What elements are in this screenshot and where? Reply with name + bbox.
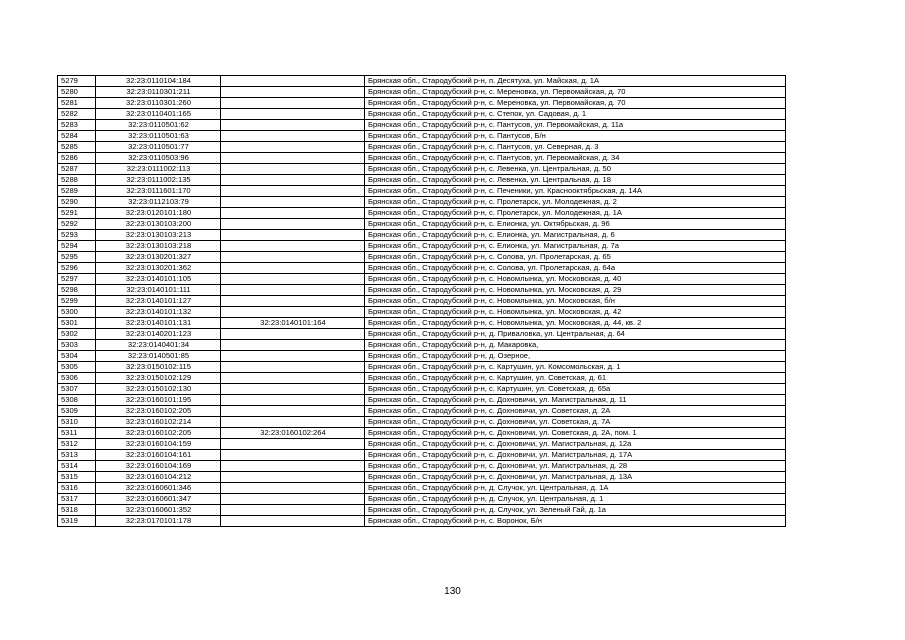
table-row	[58, 142, 786, 153]
related-cadastral-number-cell	[221, 296, 365, 307]
row-number-cell: 5299	[58, 296, 96, 307]
cadastral-number-cell: 32:23:0111601:170	[96, 186, 221, 197]
table-row	[58, 483, 786, 494]
address-cell: Брянская обл., Стародубский р-н, с. Новомлынка, ул. Московская, д. 40	[365, 274, 786, 285]
table-row	[58, 219, 786, 230]
table-row	[58, 516, 786, 527]
address-cell: Брянская обл., Стародубский р-н, с. Дохновичи, ул. Советская, д. 7А	[365, 417, 786, 428]
address-cell: Брянская обл., Стародубский р-н, с. Дохновичи, ул. Магистральная, д. 11	[365, 395, 786, 406]
table-row	[58, 318, 786, 329]
cadastral-number-cell: 32:23:0110104:184	[96, 76, 221, 87]
table-row	[58, 230, 786, 241]
row-number-cell: 5287	[58, 164, 96, 175]
related-cadastral-number-cell	[221, 285, 365, 296]
table-row	[58, 153, 786, 164]
cadastral-number-cell: 32:23:0160104:159	[96, 439, 221, 450]
address-cell: Брянская обл., Стародубский р-н, с. Дохновичи, ул. Советская, д. 2А, пом. 1	[365, 428, 786, 439]
table-row	[58, 263, 786, 274]
address-cell: Брянская обл., Стародубский р-н, с. Пантусов, ул. Северная, д. 3	[365, 142, 786, 153]
table-row	[58, 120, 786, 131]
row-number-cell: 5312	[58, 439, 96, 450]
address-cell: Брянская обл., Стародубский р-н, с. Степок, ул. Садовая, д. 1	[365, 109, 786, 120]
row-number-cell: 5304	[58, 351, 96, 362]
table-row	[58, 241, 786, 252]
related-cadastral-number-cell	[221, 263, 365, 274]
cadastral-number-cell: 32:23:0160102:205	[96, 406, 221, 417]
cadastral-number-cell: 32:23:0150102:115	[96, 362, 221, 373]
cadastral-number-cell: 32:23:0130103:213	[96, 230, 221, 241]
table-row	[58, 428, 786, 439]
row-number-cell: 5296	[58, 263, 96, 274]
address-cell: Брянская обл., Стародубский р-н, с. Пролетарск, ул. Молодежная, д. 2	[365, 197, 786, 208]
table-row	[58, 175, 786, 186]
related-cadastral-number-cell	[221, 439, 365, 450]
related-cadastral-number-cell: 32:23:0160102:264	[221, 428, 365, 439]
related-cadastral-number-cell	[221, 329, 365, 340]
row-number-cell: 5318	[58, 505, 96, 516]
table-row	[58, 197, 786, 208]
row-number-cell: 5290	[58, 197, 96, 208]
row-number-cell: 5294	[58, 241, 96, 252]
address-cell: Брянская обл., Стародубский р-н, с. Солова, ул. Пролетарская, д. 65	[365, 252, 786, 263]
table-row	[58, 296, 786, 307]
address-cell: Брянская обл., Стародубский р-н, с. Мереновка, ул. Первомайская, д. 70	[365, 87, 786, 98]
cadastral-number-cell: 32:23:0111002:135	[96, 175, 221, 186]
cadastral-number-cell: 32:23:0130103:218	[96, 241, 221, 252]
table-row	[58, 208, 786, 219]
row-number-cell: 5292	[58, 219, 96, 230]
table-row	[58, 450, 786, 461]
row-number-cell: 5302	[58, 329, 96, 340]
row-number-cell: 5309	[58, 406, 96, 417]
cadastral-number-cell: 32:23:0170101:178	[96, 516, 221, 527]
related-cadastral-number-cell	[221, 120, 365, 131]
table-body	[58, 76, 786, 527]
address-cell: Брянская обл., Стародубский р-н, с. Левенка, ул. Центральная, д. 18	[365, 175, 786, 186]
cadastral-number-cell: 32:23:0160601:346	[96, 483, 221, 494]
cadastral-number-cell: 32:23:0160601:352	[96, 505, 221, 516]
related-cadastral-number-cell	[221, 186, 365, 197]
related-cadastral-number-cell	[221, 516, 365, 527]
table-row	[58, 384, 786, 395]
row-number-cell: 5279	[58, 76, 96, 87]
related-cadastral-number-cell	[221, 109, 365, 120]
related-cadastral-number-cell	[221, 461, 365, 472]
table-row	[58, 76, 786, 87]
row-number-cell: 5293	[58, 230, 96, 241]
cadastral-number-cell: 32:23:0140101:105	[96, 274, 221, 285]
cadastral-number-cell: 32:23:0160101:195	[96, 395, 221, 406]
row-number-cell: 5319	[58, 516, 96, 527]
related-cadastral-number-cell	[221, 142, 365, 153]
address-cell: Брянская обл., Стародубский р-н, с. Дохновичи, ул. Магистральная, д. 13А	[365, 472, 786, 483]
cadastral-number-cell: 32:23:0130201:362	[96, 263, 221, 274]
cadastral-number-cell: 32:23:0140101:127	[96, 296, 221, 307]
cadastral-number-cell: 32:23:0160601:347	[96, 494, 221, 505]
related-cadastral-number-cell	[221, 98, 365, 109]
related-cadastral-number-cell	[221, 483, 365, 494]
cadastral-number-cell: 32:23:0110503:96	[96, 153, 221, 164]
table-row	[58, 131, 786, 142]
cadastral-number-cell: 32:23:0160104:161	[96, 450, 221, 461]
row-number-cell: 5288	[58, 175, 96, 186]
table-row	[58, 351, 786, 362]
related-cadastral-number-cell	[221, 362, 365, 373]
address-cell: Брянская обл., Стародубский р-н, п. Десятуха, ул. Майская, д. 1А	[365, 76, 786, 87]
property-table	[57, 75, 786, 527]
address-cell: Брянская обл., Стародубский р-н, с. Печеники, ул. Краснооктябрьская, д. 14А	[365, 186, 786, 197]
cadastral-number-cell: 32:23:0110501:62	[96, 120, 221, 131]
address-cell: Брянская обл., Стародубский р-н, с. Пантусов, Б/н	[365, 131, 786, 142]
cadastral-number-cell: 32:23:0111002:113	[96, 164, 221, 175]
related-cadastral-number-cell	[221, 373, 365, 384]
row-number-cell: 5280	[58, 87, 96, 98]
cadastral-number-cell: 32:23:0120101:180	[96, 208, 221, 219]
row-number-cell: 5315	[58, 472, 96, 483]
row-number-cell: 5303	[58, 340, 96, 351]
related-cadastral-number-cell	[221, 175, 365, 186]
table-row	[58, 505, 786, 516]
related-cadastral-number-cell	[221, 153, 365, 164]
address-cell: Брянская обл., Стародубский р-н, с. Новомлынка, ул. Московская, д. 44, кв. 2	[365, 318, 786, 329]
address-cell: Брянская обл., Стародубский р-н, с. Солова, ул. Пролетарская, д. 64а	[365, 263, 786, 274]
related-cadastral-number-cell	[221, 505, 365, 516]
row-number-cell: 5291	[58, 208, 96, 219]
cadastral-number-cell: 32:23:0140501:85	[96, 351, 221, 362]
address-cell: Брянская обл., Стародубский р-н, д. Случок, ул. Зеленый Гай, д. 1а	[365, 505, 786, 516]
cadastral-number-cell: 32:23:0160104:169	[96, 461, 221, 472]
table-row	[58, 362, 786, 373]
address-cell: Брянская обл., Стародубский р-н, с. Елионка, ул. Магистральная, д. 6	[365, 230, 786, 241]
table-row	[58, 186, 786, 197]
related-cadastral-number-cell	[221, 131, 365, 142]
table-row	[58, 329, 786, 340]
table-row	[58, 164, 786, 175]
cadastral-number-cell: 32:23:0140101:132	[96, 307, 221, 318]
table-row	[58, 417, 786, 428]
table-row	[58, 373, 786, 384]
cadastral-number-cell: 32:23:0110401:165	[96, 109, 221, 120]
row-number-cell: 5314	[58, 461, 96, 472]
row-number-cell: 5286	[58, 153, 96, 164]
cadastral-number-cell: 32:23:0150102:129	[96, 373, 221, 384]
related-cadastral-number-cell	[221, 307, 365, 318]
row-number-cell: 5289	[58, 186, 96, 197]
cadastral-number-cell: 32:23:0150102:130	[96, 384, 221, 395]
table-row	[58, 109, 786, 120]
related-cadastral-number-cell	[221, 351, 365, 362]
row-number-cell: 5311	[58, 428, 96, 439]
address-cell: Брянская обл., Стародубский р-н, с. Елионка, ул. Октябрьская, д. 96	[365, 219, 786, 230]
table-row	[58, 252, 786, 263]
address-cell: Брянская обл., Стародубский р-н, д. Озерное,	[365, 351, 786, 362]
cadastral-number-cell: 32:23:0160102:205	[96, 428, 221, 439]
related-cadastral-number-cell	[221, 197, 365, 208]
related-cadastral-number-cell	[221, 395, 365, 406]
row-number-cell: 5300	[58, 307, 96, 318]
row-number-cell: 5317	[58, 494, 96, 505]
address-cell: Брянская обл., Стародубский р-н, с. Дохновичи, ул. Магистральная, д. 12а	[365, 439, 786, 450]
related-cadastral-number-cell	[221, 384, 365, 395]
address-cell: Брянская обл., Стародубский р-н, д. Приваловка, ул. Центральная, д. 64	[365, 329, 786, 340]
cadastral-number-cell: 32:23:0110501:77	[96, 142, 221, 153]
cadastral-number-cell: 32:23:0140401:34	[96, 340, 221, 351]
address-cell: Брянская обл., Стародубский р-н, с. Новомлынка, ул. Московская, д. 29	[365, 285, 786, 296]
related-cadastral-number-cell	[221, 417, 365, 428]
related-cadastral-number-cell	[221, 230, 365, 241]
cadastral-number-cell: 32:23:0140101:131	[96, 318, 221, 329]
address-cell: Брянская обл., Стародубский р-н, д. Макаровка,	[365, 340, 786, 351]
table-row	[58, 340, 786, 351]
address-cell: Брянская обл., Стародубский р-н, с. Дохновичи, ул. Магистральная, д. 17А	[365, 450, 786, 461]
address-cell: Брянская обл., Стародубский р-н, с. Пантусов, ул. Первомайская, д. 34	[365, 153, 786, 164]
address-cell: Брянская обл., Стародубский р-н, с. Новомлынка, ул. Московская, д. 42	[365, 307, 786, 318]
cadastral-number-cell: 32:23:0160102:214	[96, 417, 221, 428]
related-cadastral-number-cell	[221, 252, 365, 263]
address-cell: Брянская обл., Стародубский р-н, д. Случок, ул. Центральная, д. 1	[365, 494, 786, 505]
row-number-cell: 5301	[58, 318, 96, 329]
row-number-cell: 5295	[58, 252, 96, 263]
page-number: 130	[444, 586, 461, 597]
related-cadastral-number-cell: 32:23:0140101:164	[221, 318, 365, 329]
related-cadastral-number-cell	[221, 87, 365, 98]
related-cadastral-number-cell	[221, 164, 365, 175]
table-row	[58, 87, 786, 98]
row-number-cell: 5284	[58, 131, 96, 142]
address-cell: Брянская обл., Стародубский р-н, с. Дохновичи, ул. Советская, д. 2А	[365, 406, 786, 417]
row-number-cell: 5306	[58, 373, 96, 384]
cadastral-number-cell: 32:23:0112103:79	[96, 197, 221, 208]
table-row	[58, 285, 786, 296]
row-number-cell: 5283	[58, 120, 96, 131]
row-number-cell: 5310	[58, 417, 96, 428]
row-number-cell: 5305	[58, 362, 96, 373]
address-cell: Брянская обл., Стародубский р-н, с. Пролетарск, ул. Молодежная, д. 1А	[365, 208, 786, 219]
cadastral-number-cell: 32:23:0160104:212	[96, 472, 221, 483]
row-number-cell: 5313	[58, 450, 96, 461]
address-cell: Брянская обл., Стародубский р-н, д. Случок, ул. Центральная, д. 1А	[365, 483, 786, 494]
row-number-cell: 5316	[58, 483, 96, 494]
row-number-cell: 5297	[58, 274, 96, 285]
address-cell: Брянская обл., Стародубский р-н, с. Мереновка, ул. Первомайская, д. 70	[365, 98, 786, 109]
related-cadastral-number-cell	[221, 406, 365, 417]
related-cadastral-number-cell	[221, 494, 365, 505]
related-cadastral-number-cell	[221, 450, 365, 461]
address-cell: Брянская обл., Стародубский р-н, с. Картушин, ул. Комсомольская, д. 1	[365, 362, 786, 373]
address-cell: Брянская обл., Стародубский р-н, с. Новомлынка, ул. Московская, б/н	[365, 296, 786, 307]
table-row	[58, 461, 786, 472]
table-row	[58, 274, 786, 285]
cadastral-number-cell: 32:23:0140101:111	[96, 285, 221, 296]
row-number-cell: 5285	[58, 142, 96, 153]
related-cadastral-number-cell	[221, 274, 365, 285]
row-number-cell: 5281	[58, 98, 96, 109]
related-cadastral-number-cell	[221, 76, 365, 87]
cadastral-number-cell: 32:23:0130201:327	[96, 252, 221, 263]
address-cell: Брянская обл., Стародубский р-н, с. Елионка, ул. Магистральная, д. 7а	[365, 241, 786, 252]
table-row	[58, 494, 786, 505]
related-cadastral-number-cell	[221, 340, 365, 351]
address-cell: Брянская обл., Стародубский р-н, с. Картушин, ул. Советская, д. 65а	[365, 384, 786, 395]
related-cadastral-number-cell	[221, 241, 365, 252]
row-number-cell: 5298	[58, 285, 96, 296]
related-cadastral-number-cell	[221, 472, 365, 483]
related-cadastral-number-cell	[221, 208, 365, 219]
table-row	[58, 472, 786, 483]
address-cell: Брянская обл., Стародубский р-н, с. Левенка, ул. Центральная, д. 50	[365, 164, 786, 175]
row-number-cell: 5282	[58, 109, 96, 120]
table-row	[58, 98, 786, 109]
table-row	[58, 307, 786, 318]
row-number-cell: 5308	[58, 395, 96, 406]
related-cadastral-number-cell	[221, 219, 365, 230]
cadastral-number-cell: 32:23:0110301:260	[96, 98, 221, 109]
cadastral-number-cell: 32:23:0140201:123	[96, 329, 221, 340]
row-number-cell: 5307	[58, 384, 96, 395]
cadastral-number-cell: 32:23:0130103:200	[96, 219, 221, 230]
cadastral-number-cell: 32:23:0110301:211	[96, 87, 221, 98]
address-cell: Брянская обл., Стародубский р-н, с. Воронок, Б/н	[365, 516, 786, 527]
table-row	[58, 406, 786, 417]
address-cell: Брянская обл., Стародубский р-н, с. Картушин, ул. Советская, д. 61	[365, 373, 786, 384]
cadastral-number-cell: 32:23:0110501:63	[96, 131, 221, 142]
address-cell: Брянская обл., Стародубский р-н, с. Дохновичи, ул. Магистральная, д. 28	[365, 461, 786, 472]
address-cell: Брянская обл., Стародубский р-н, с. Пантусов, ул. Первомайская, д. 11а	[365, 120, 786, 131]
table-row	[58, 439, 786, 450]
table-row	[58, 395, 786, 406]
